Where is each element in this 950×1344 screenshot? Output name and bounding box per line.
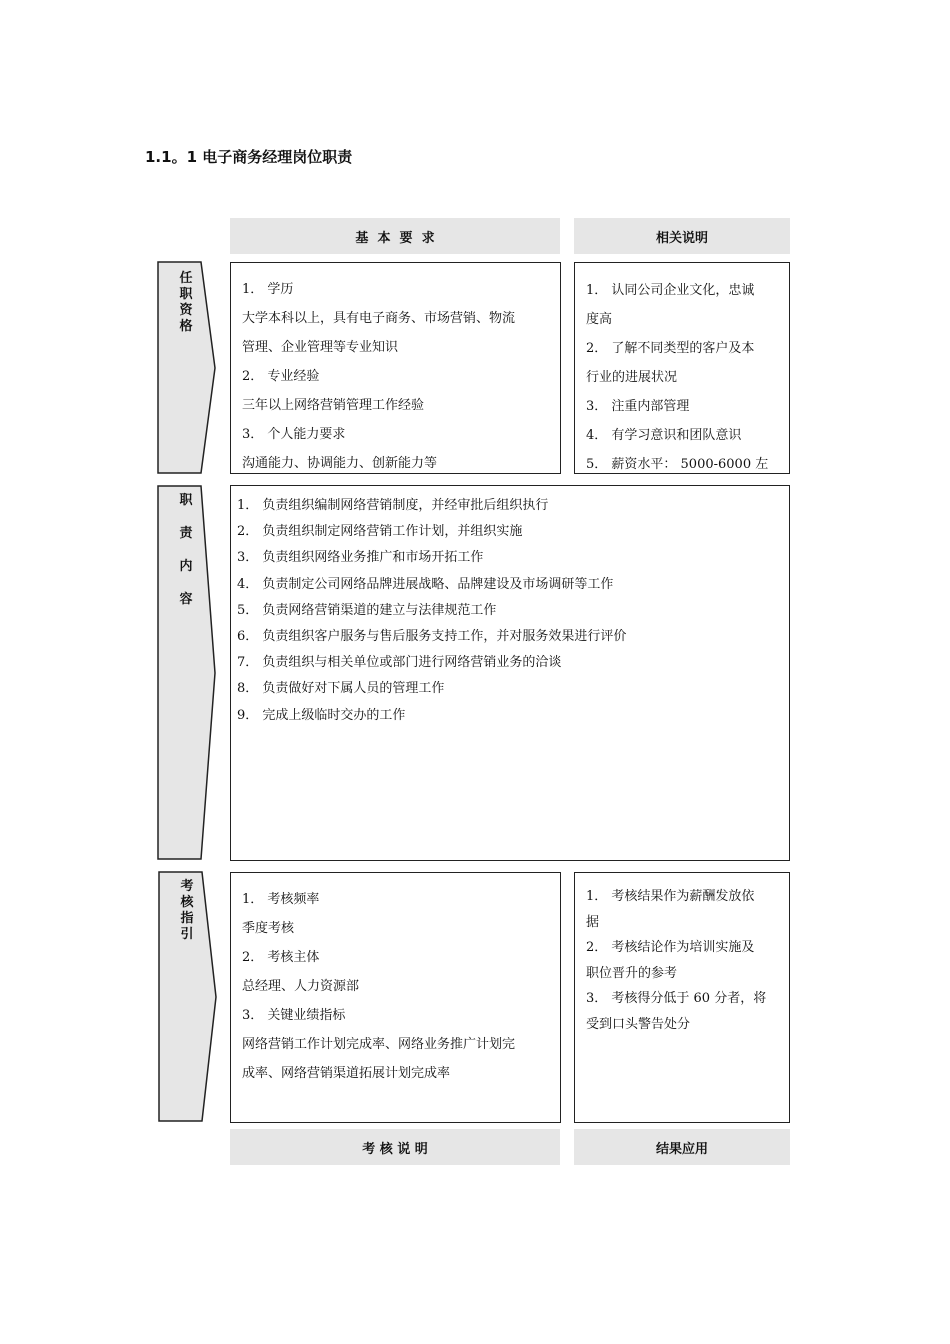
assessment-line: 1． 考核频率	[242, 892, 320, 907]
duty-line: 8． 负责做好对下属人员的管理工作	[237, 681, 445, 697]
qualification-requirements-box	[230, 262, 561, 474]
requirement-line: 三年以上网络营销管理工作经验	[242, 398, 425, 413]
result-line: 据	[586, 914, 600, 930]
side-label-assessment	[158, 871, 218, 1123]
duty-line: 3． 负责组织网络业务推广和市场开拓工作	[237, 550, 484, 566]
duty-line: 6． 负责组织客户服务与售后服务支持工作，并对服务效果进行评价	[237, 629, 627, 645]
note-line: 3． 注重内部管理	[586, 399, 690, 414]
result-line: 受到口头警告处分	[586, 1016, 691, 1032]
duty-line: 5． 负责网络营销渠道的建立与法律规范工作	[237, 602, 497, 618]
side-char: 职	[179, 493, 193, 508]
assessment-line: 成率、网络营销渠道拓展计划完成率	[242, 1066, 451, 1081]
result-line: 3． 考核得分低于 60 分者，将	[586, 991, 767, 1006]
duties-box	[230, 485, 790, 861]
header-related-notes: 相关说明	[574, 218, 790, 254]
requirement-line: 2． 专业经验	[242, 369, 320, 384]
section-title: 1.1。1 电子商务经理岗位职责	[145, 148, 353, 166]
qualification-notes-box	[574, 262, 790, 474]
duty-line: 2． 负责组织制定网络营销工作计划，并组织实施	[237, 524, 523, 540]
header-result-application: 结果应用	[574, 1129, 790, 1165]
result-line: 职位晋升的参考	[586, 965, 678, 981]
side-char: 资	[179, 303, 193, 318]
result-line: 2． 考核结论作为培训实施及	[586, 940, 755, 955]
side-char: 指	[180, 911, 194, 926]
side-char: 责	[179, 526, 193, 541]
side-char: 考	[180, 879, 194, 894]
side-label-duties	[157, 485, 217, 861]
side-char: 职	[179, 287, 193, 302]
assessment-line: 季度考核	[242, 921, 295, 936]
requirement-line: 管理、企业管理等专业知识	[242, 340, 399, 355]
assessment-line: 2． 考核主体	[242, 950, 320, 965]
assessment-line: 总经理、人力资源部	[242, 979, 360, 994]
assessment-details-box	[230, 872, 561, 1123]
note-line: 5． 薪资水平： 5000-6000 左	[586, 457, 769, 472]
duty-line: 9． 完成上级临时交办的工作	[237, 707, 406, 723]
side-char: 格	[179, 319, 193, 334]
note-line: 度高	[586, 312, 613, 327]
duty-line: 1． 负责组织编制网络营销制度，并经审批后组织执行	[237, 498, 549, 513]
note-line: 2． 了解不同类型的客户及本	[586, 341, 755, 356]
header-assessment-notes: 考 核 说 明	[230, 1129, 560, 1165]
note-line: 行业的进展状况	[586, 370, 678, 385]
requirement-line: 3． 个人能力要求	[242, 427, 346, 442]
assessment-line: 网络营销工作计划完成率、网络业务推广计划完	[242, 1037, 516, 1052]
note-line: 1． 认同公司企业文化，忠诚	[586, 283, 755, 298]
side-char: 任	[179, 271, 193, 286]
assessment-results-box	[574, 872, 790, 1123]
side-label-qualification	[157, 261, 217, 475]
assessment-line: 3． 关键业绩指标	[242, 1008, 346, 1023]
requirement-line: 沟通能力、协调能力、创新能力等	[242, 456, 438, 471]
duty-line: 7． 负责组织与相关单位或部门进行网络营销业务的洽谈	[237, 655, 562, 671]
requirement-line: 大学本科以上，具有电子商务、市场营销、物流	[242, 311, 516, 326]
duty-line: 4． 负责制定公司网络品牌进展战略、品牌建设及市场调研等工作	[237, 576, 614, 592]
requirement-line: 1． 学历	[242, 282, 294, 297]
header-basic-requirements: 基 本 要 求	[230, 218, 560, 254]
side-char: 容	[179, 592, 193, 607]
side-char: 核	[180, 895, 194, 910]
side-char: 内	[179, 559, 193, 574]
result-line: 1． 考核结果作为薪酬发放依	[586, 889, 755, 904]
side-char: 引	[180, 927, 194, 942]
note-line: 4． 有学习意识和团队意识	[586, 428, 742, 443]
